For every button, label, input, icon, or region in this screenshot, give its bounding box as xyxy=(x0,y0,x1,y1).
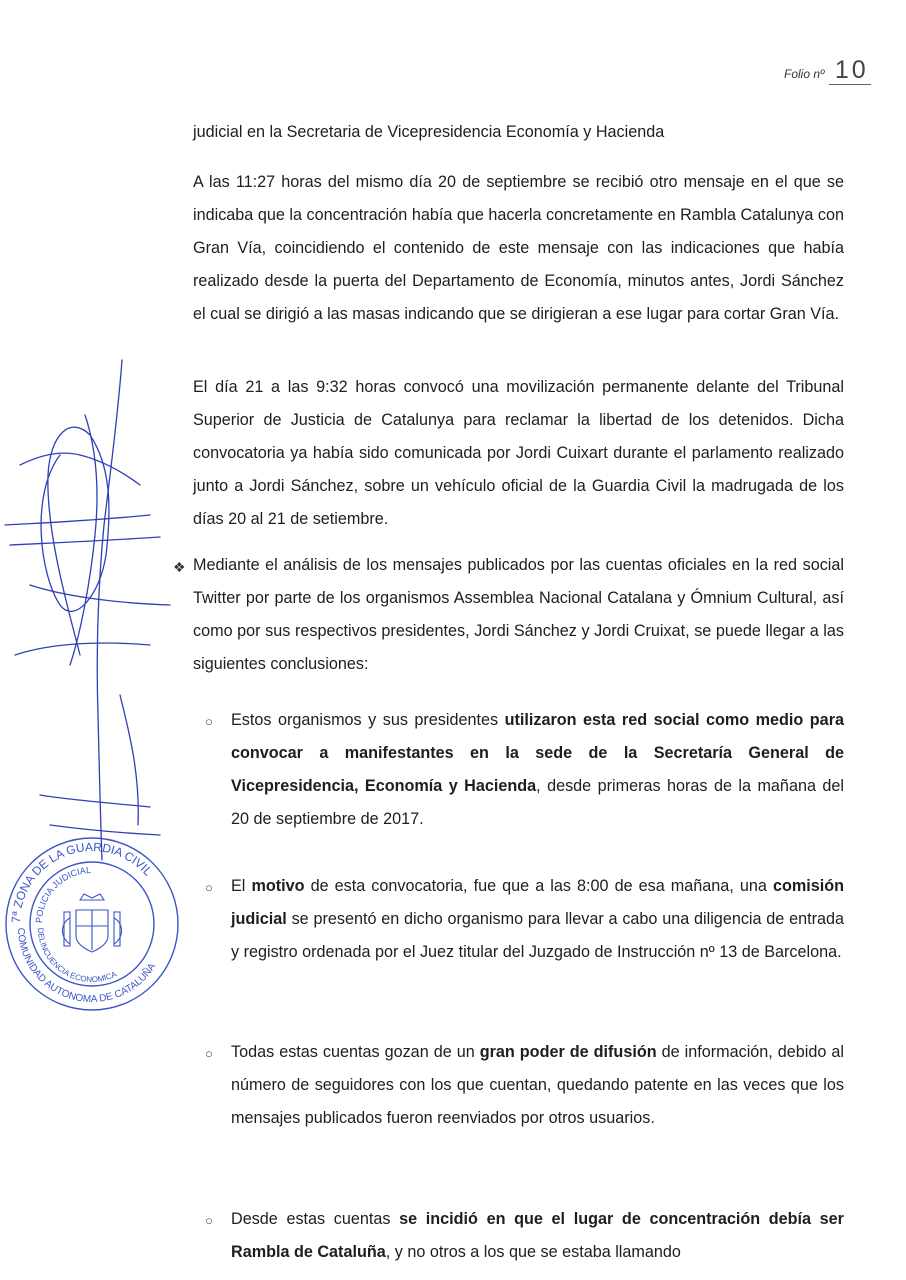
circle-bullet-icon: ○ xyxy=(205,1046,213,1061)
circle-bullet-icon: ○ xyxy=(205,1213,213,1228)
conclusion-bold-text: se incidió en que el lugar de concentración debía ser Rambla de Cataluña xyxy=(231,1210,844,1261)
folio-label: Folio nº xyxy=(784,67,825,81)
folio-number: 10 xyxy=(829,56,871,85)
conclusion-text: se presentó en dicho organismo para llevar a cabo una diligencia de entrada y registro ordenada por el Juez titular del Juzgado de Instrucción nº 13 de Barcelona. xyxy=(231,910,844,961)
paragraph-text: A las 11:27 horas del mismo día 20 de septiembre se recibió otro mensaje en el que se indicaba que la concentración había que hacerla concretamente en Rambla Catalunya con Gran Vía, coincidiendo el contenido de este mensaje con las indicaciones que había realizado desde la puerta del Departamento de Economía, minutos antes, Jordi Sánchez el cual se dirigió a las masas indicando que se dirigieran a ese lugar para cortar Gran Vía. xyxy=(193,173,844,323)
conclusion-bold-text: comisión judicial xyxy=(231,877,844,928)
handwritten-signature xyxy=(0,355,190,875)
stamp-lower-inner-text: DELINCUENCIA ECONOMICA xyxy=(35,927,119,985)
conclusion-text: Estos organismos y sus presidentes xyxy=(231,711,505,729)
conclusion-text: de esta convocatoria, fue que a las 8:00 de esa mañana, una xyxy=(304,877,773,895)
circle-bullet-icon: ○ xyxy=(205,880,213,895)
coat-of-arms-icon xyxy=(63,894,122,952)
conclusion-item-1 xyxy=(231,704,844,836)
conclusion-text: , desde primeras horas de la mañana del 20 de septiembre de 2017. xyxy=(231,777,844,828)
paragraph-text: Mediante el análisis de los mensajes publicados por las cuentas oficiales en la red social Twitter por parte de los organismos Assemblea Nacional Catalana y Ómnium Cultural, así como por sus respectivos presidentes, Jordi Sánchez y Jordi Cruixat, se puede llegar a las siguientes conclusiones: xyxy=(193,556,844,673)
conclusion-text: Desde estas cuentas xyxy=(231,1210,400,1228)
paragraph-message-1127 xyxy=(193,166,844,331)
conclusion-item-4 xyxy=(231,1203,844,1269)
conclusion-bold-text: utilizaron esta red social como medio para convocar a manifestantes en la sede de la Secretaría General de Vicepresidencia, Economía y Hacienda xyxy=(231,711,844,795)
circle-bullet-icon: ○ xyxy=(205,714,213,729)
conclusion-text: , y no otros a los que se estaba llamando xyxy=(385,1243,681,1261)
conclusion-bold-text: motivo xyxy=(251,877,305,895)
paragraph-analysis xyxy=(193,549,844,681)
conclusion-text: de información, debido al número de seguidores con los que cuentan, quedando patente en las veces que los mensajes publicados fueron reenviados por otros usuarios. xyxy=(231,1043,845,1127)
paragraph-day-21 xyxy=(193,371,844,536)
guardia-civil-stamp xyxy=(0,828,185,1013)
conclusion-text: El xyxy=(231,877,252,895)
stamp-inner-text: POLICIA JUDICIAL xyxy=(33,864,92,924)
stamp-outer-text: 7ª ZONA DE LA GUARDIA CIVIL xyxy=(8,839,156,924)
paragraph-text: El día 21 a las 9:32 horas convocó una movilización permanente delante del Tribunal Superior de Justicia de Catalunya para reclamar la libertad de los detenidos. Dicha convocatoria ya había sido comunicada por Jordi Cuixart durante el parlamento realizado junto a Jordi Sánchez, sobre un vehículo oficial de la Guardia Civil la madrugada de los días 20 al 21 de setiembre. xyxy=(193,378,844,528)
paragraph-text: judicial en la Secretaria de Vicepresidencia Economía y Hacienda xyxy=(193,123,665,141)
diamond-bullet-icon: ❖ xyxy=(173,559,186,575)
stamp-lower-outer-text: COMUNIDAD AUTONOMA DE CATALUÑA xyxy=(14,927,159,1006)
conclusion-item-3 xyxy=(231,1036,844,1135)
svg-text:DELINCUENCIA ECONOMICA xyxy=(36,928,119,985)
paragraph-continuation xyxy=(193,116,844,149)
folio-header xyxy=(784,56,871,85)
conclusion-text: Todas estas cuentas gozan de un xyxy=(231,1043,480,1061)
conclusion-bold-text: gran poder de difusión xyxy=(479,1043,657,1061)
conclusion-item-2 xyxy=(231,870,844,969)
